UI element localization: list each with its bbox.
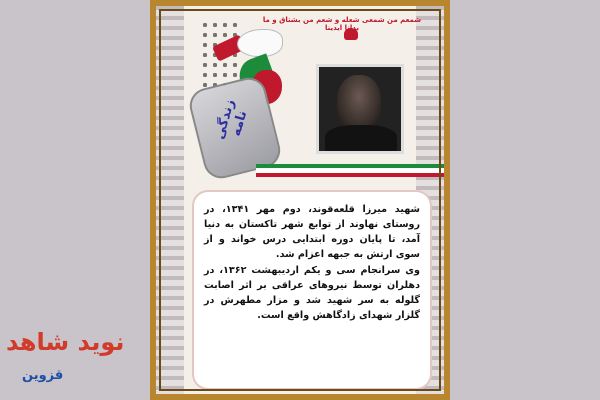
biography-box: [194, 192, 430, 388]
dog-tag-label: زندگی نامه: [212, 97, 251, 141]
navid-shahed-logo: [6, 328, 125, 392]
memorial-poster: [150, 0, 450, 400]
portrait-body: [325, 125, 397, 154]
brand-city: قزوین: [22, 368, 64, 383]
portrait-head: [337, 75, 381, 129]
dove-image: [238, 30, 282, 56]
biography-paragraph: وی سرانجام سی و یکم اردیبهشت ۱۳۶۲، در دهلران توسط نیروهای عراقی بر اثر اصابت گلوله به سر شهید شد و مزار مطهرش در گلزار شهدای زادگاهش واقع است.: [204, 265, 420, 321]
brand-mark: نوید شاهد: [6, 328, 125, 356]
flag-ribbon: [256, 164, 446, 178]
biography-paragraph: شهید میرزا قلعه‌قوند، دوم مهر ۱۳۴۱، در روستای نهاوند از توابع شهر تاکستان به دنیا آمد، تا پایان دوره ابتدایی درس خواند و از سوی ارتش به جبهه اعزام شد.: [204, 204, 420, 260]
martyr-portrait: [316, 64, 404, 154]
decorative-border-left: [156, 6, 184, 394]
poster-slogan: شمعم من شمعی شعله و شعم من بشتاق و ما بدانا ایدینا: [262, 16, 422, 33]
